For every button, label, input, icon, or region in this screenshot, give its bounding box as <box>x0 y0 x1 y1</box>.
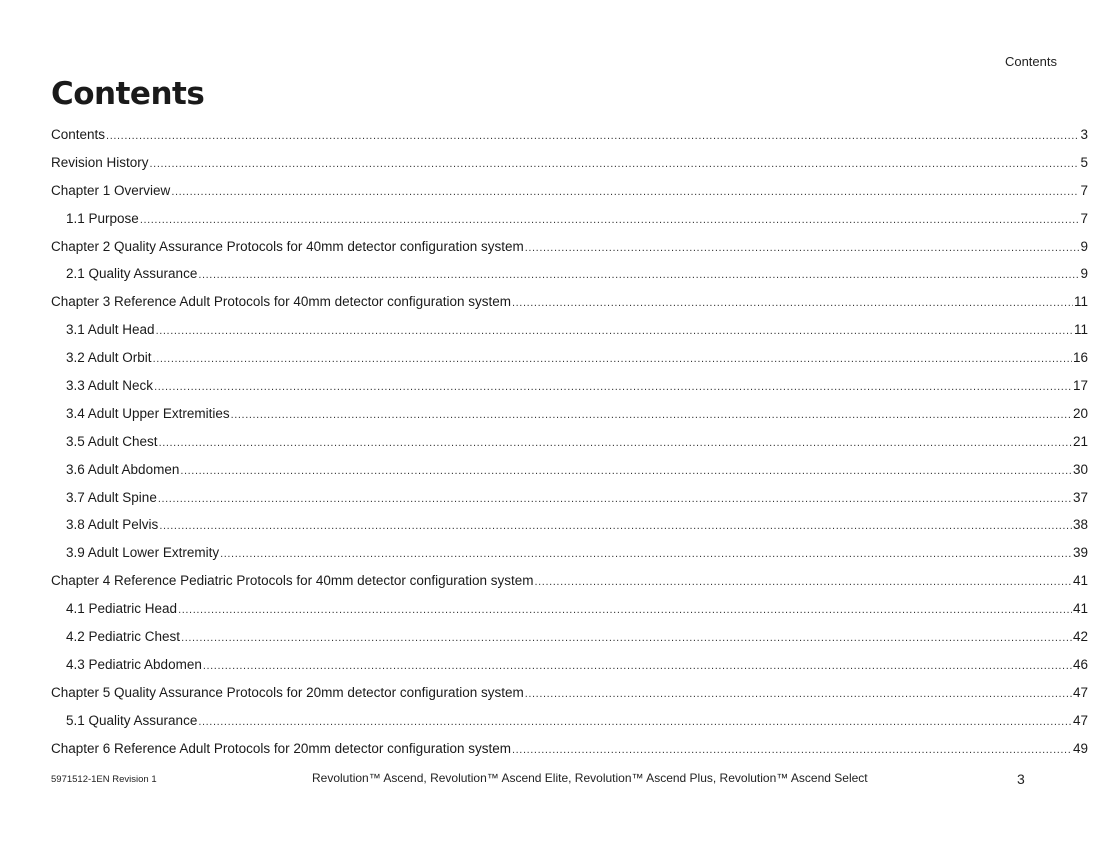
toc-dot-leader <box>525 235 1080 261</box>
toc-entry[interactable] <box>51 121 1088 149</box>
toc-entry[interactable] <box>51 177 1088 205</box>
toc-entry-title[interactable]: 4.1 Pediatric Head <box>66 601 178 617</box>
toc-dot-leader <box>231 402 1072 428</box>
toc-dot-leader <box>106 123 1079 149</box>
toc-dot-leader <box>140 207 1080 233</box>
toc-dot-leader <box>181 625 1072 651</box>
toc-entry-page-number[interactable]: 9 <box>1080 266 1088 282</box>
toc-dot-leader <box>156 318 1073 344</box>
toc-entry[interactable] <box>51 623 1088 651</box>
toc-entry[interactable] <box>51 651 1088 679</box>
toc-dot-leader <box>180 458 1072 484</box>
toc-entry-page-number[interactable]: 41 <box>1072 573 1088 589</box>
toc-entry[interactable] <box>51 400 1088 428</box>
toc-entry[interactable] <box>51 707 1088 735</box>
toc-entry[interactable] <box>51 735 1088 763</box>
page-title: Contents <box>51 76 205 112</box>
toc-entry-page-number[interactable]: 46 <box>1072 656 1088 672</box>
toc-entry-title[interactable]: 1.1 Purpose <box>66 210 139 226</box>
toc-entry[interactable] <box>51 567 1088 595</box>
toc-dot-leader <box>525 681 1072 707</box>
toc-dot-leader <box>158 486 1072 512</box>
toc-entry-page-number[interactable]: 38 <box>1072 517 1088 533</box>
toc-entry[interactable] <box>51 344 1088 372</box>
toc-entry-title[interactable]: Chapter 6 Reference Adult Protocols for 20mm detector configuration system <box>51 740 511 756</box>
running-header: Contents <box>1004 54 1057 69</box>
toc-dot-leader <box>178 597 1072 623</box>
toc-entry[interactable] <box>51 316 1088 344</box>
toc-entry-page-number[interactable]: 11 <box>1073 294 1088 310</box>
toc-entry-page-number[interactable]: 49 <box>1072 740 1088 756</box>
toc-entry-page-number[interactable]: 9 <box>1080 238 1088 254</box>
footer-document-number: 5971512-1EN Revision 1 <box>51 774 157 785</box>
toc-entry-page-number[interactable]: 42 <box>1072 629 1088 645</box>
toc-entry-page-number[interactable]: 41 <box>1072 601 1088 617</box>
toc-dot-leader <box>171 179 1079 205</box>
toc-dot-leader <box>512 737 1072 763</box>
toc-entry-title[interactable]: Contents <box>51 127 106 142</box>
toc-entry-page-number[interactable]: 7 <box>1080 210 1088 226</box>
toc-entry[interactable] <box>51 539 1088 567</box>
toc-dot-leader <box>220 541 1072 567</box>
toc-dot-leader <box>153 346 1072 372</box>
toc-entry-title[interactable]: Chapter 1 Overview <box>51 182 171 198</box>
toc-entry-page-number[interactable]: 47 <box>1072 684 1088 700</box>
toc-dot-leader <box>203 653 1072 679</box>
toc-entry-page-number[interactable]: 30 <box>1072 461 1088 477</box>
toc-dot-leader <box>154 374 1072 400</box>
toc-entry-page-number[interactable]: 21 <box>1072 433 1088 449</box>
toc-dot-leader <box>159 513 1072 539</box>
toc-entry-page-number[interactable]: 3 <box>1080 127 1088 142</box>
toc-dot-leader <box>159 430 1072 456</box>
toc-entry[interactable] <box>51 233 1088 261</box>
toc-entry[interactable] <box>51 456 1088 484</box>
toc-entry-title[interactable]: 3.2 Adult Orbit <box>66 350 152 366</box>
toc-entry-page-number[interactable]: 47 <box>1072 712 1088 728</box>
toc-entry[interactable] <box>51 679 1088 707</box>
toc-entry-page-number[interactable]: 20 <box>1072 405 1088 421</box>
toc-entry-title[interactable]: 5.1 Quality Assurance <box>66 712 198 728</box>
toc-entry-title[interactable]: Revision History <box>51 154 149 170</box>
toc-entry-title[interactable]: 4.3 Pediatric Abdomen <box>66 656 202 672</box>
toc-entry-page-number[interactable]: 17 <box>1072 378 1088 394</box>
toc-entry[interactable] <box>51 205 1088 233</box>
toc-entry-title[interactable]: 3.8 Adult Pelvis <box>66 517 159 533</box>
toc-entry-title[interactable]: Chapter 2 Quality Assurance Protocols for 40mm detector configuration system <box>51 238 524 254</box>
toc-entry-title[interactable]: Chapter 4 Reference Pediatric Protocols for 40mm detector configuration system <box>51 573 534 589</box>
toc-entry-page-number[interactable]: 16 <box>1072 350 1088 366</box>
toc-entry-title[interactable]: 3.9 Adult Lower Extremity <box>66 545 220 561</box>
toc-entry-title[interactable]: 3.4 Adult Upper Extremities <box>66 405 230 421</box>
toc-entry-page-number[interactable]: 7 <box>1080 182 1088 198</box>
toc-entry-title[interactable]: 3.3 Adult Neck <box>66 378 154 394</box>
toc-entry-title[interactable]: 3.7 Adult Spine <box>66 489 157 505</box>
toc-entry[interactable] <box>51 484 1088 512</box>
toc-entry-title[interactable]: Chapter 3 Reference Adult Protocols for 40mm detector configuration system <box>51 294 511 310</box>
toc-entry-page-number[interactable]: 5 <box>1080 154 1088 170</box>
toc-dot-leader <box>512 290 1073 316</box>
toc-dot-leader <box>198 262 1079 288</box>
toc-entry[interactable] <box>51 149 1088 177</box>
toc-entry[interactable] <box>51 288 1088 316</box>
footer-page-number: 3 <box>1017 771 1025 787</box>
toc-entry[interactable] <box>51 595 1088 623</box>
toc-entry-title[interactable]: Chapter 5 Quality Assurance Protocols for 20mm detector configuration system <box>51 684 524 700</box>
toc-dot-leader <box>150 151 1080 177</box>
toc-entry-page-number[interactable]: 39 <box>1072 545 1088 561</box>
toc-dot-leader <box>198 709 1072 735</box>
footer-product-names: Revolution™ Ascend, Revolution™ Ascend Elite, Revolution™ Ascend Plus, Revolution™ Ascend Select <box>312 771 868 785</box>
toc-entry-title[interactable]: 3.5 Adult Chest <box>66 433 158 449</box>
table-of-contents <box>51 121 1088 762</box>
toc-entry-page-number[interactable]: 11 <box>1073 322 1088 338</box>
toc-entry[interactable] <box>51 372 1088 400</box>
toc-entry-title[interactable]: 3.6 Adult Abdomen <box>66 461 180 477</box>
toc-entry[interactable] <box>51 511 1088 539</box>
toc-entry[interactable] <box>51 260 1088 288</box>
toc-dot-leader <box>534 569 1071 595</box>
toc-entry-page-number[interactable]: 37 <box>1072 489 1088 505</box>
toc-entry-title[interactable]: 2.1 Quality Assurance <box>66 266 198 282</box>
toc-entry-title[interactable]: 4.2 Pediatric Chest <box>66 629 181 645</box>
toc-entry[interactable] <box>51 428 1088 456</box>
toc-entry-title[interactable]: 3.1 Adult Head <box>66 322 155 338</box>
